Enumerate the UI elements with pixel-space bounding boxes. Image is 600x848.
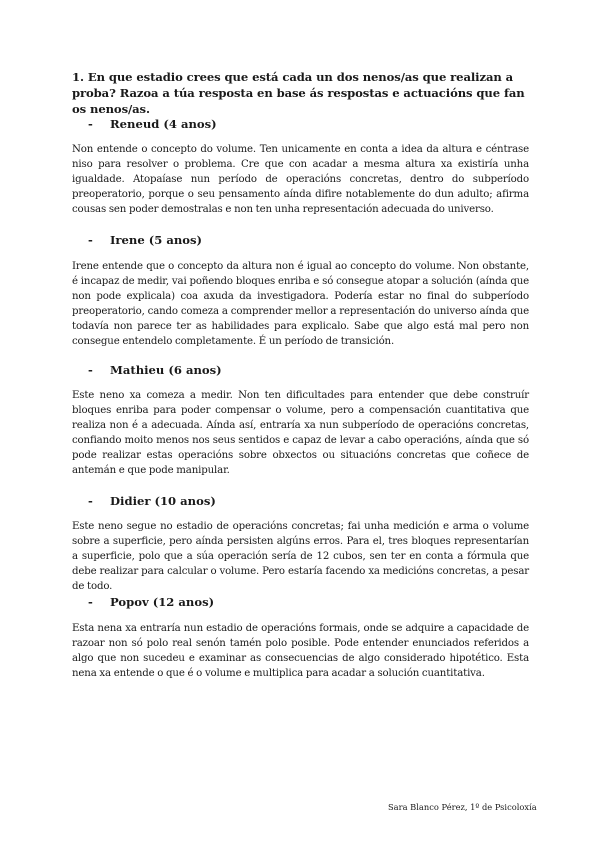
heading-label: Popov (12 anos) xyxy=(110,595,215,609)
bullet-dash: - xyxy=(88,117,93,131)
bullet-dash: - xyxy=(88,595,93,609)
heading-label: Mathieu (6 anos) xyxy=(110,363,222,377)
section-text-irene: Irene entende que o concepto da altura non é igual ao concepto do volume. Non obstante, é incapaz de medir, vai poñendo bloques enriba e só consegue atopar a solución (aínda que non pode explicala) coa axuda da investigadora. Podería estar no final do subperíodo preoperatorio, cando comeza a comprender mellor a representación do universo aínda que todavía non parece ter as habilidades para explicalo. Sabe que algo está mal pero non consegue entendelo completamente. É un período de transición. xyxy=(72,261,529,348)
section-heading-reneud xyxy=(88,116,217,132)
bullet-dash: - xyxy=(88,494,93,508)
section-text-reneud: Non entende o concepto do volume. Ten unicamente en conta a idea da altura e céntrase niso para resolver o problema. Cre que con acadar a mesma altura xa existiría unha igualdade. Atopaíase nun período de operacións concretas, dentro do subperíodo preoperatorio, porque o seu pensamento aínda difire notablemente do dun adulto; afirma cousas sen poder demostralas e non ten unha representación adecuada do universo. xyxy=(72,144,529,216)
bullet-dash: - xyxy=(88,233,93,247)
section-text-popov: Esta nena xa entraría nun estadio de operacións formais, onde se adquire a capacidade de razoar non só polo real senón tamén polo posible. Pode entender enunciados referidos a algo que non sucedeu e examinar as consecuencias de algo considerado hipotético. Esta nena xa entende o que é o volume e multiplica para acadar a solución cuantitativa. xyxy=(72,623,529,680)
question-text: 1. En que estadio crees que está cada un dos nenos/as que realizan a proba? Razoa a túa resposta en base ás respostas e actuacións que fan os nenos/as. xyxy=(72,70,525,116)
section-text-mathieu: Este neno xa comeza a medir. Non ten dificultades para entender que debe construír bloques enriba para poder compensar o volume, pero a compensación cuantitativa que realiza non é a adecuada. Aínda así, entraría xa nun subperíodo de operacións concretas, confiando moito menos nos seus sentidos e capaz de levar a cabo operacións, aínda que só pode realizar estas operacións sobre obxectos ou situacións concretas que coñece de antemán e que pode manipular. xyxy=(72,390,529,477)
section-heading-popov xyxy=(88,594,214,610)
page-footer: Sara Blanco Pérez, 1º de Psicoloxía xyxy=(388,802,537,812)
bullet-dash: - xyxy=(88,363,93,377)
heading-label: Reneud (4 anos) xyxy=(110,117,217,131)
section-text-didier: Este neno segue no estadio de operacións concretas; fai unha medición e arma o volume sobre a superficie, pero aínda persisten algúns erros. Para el, tres bloques representarían a superficie, polo que a súa operación sería de 12 cubos, sen ter en conta a fórmula que debe realizar para calcular o volume. Pero estaría facendo xa medicións concretas, a pesar de todo. xyxy=(72,521,529,593)
heading-label: Irene (5 anos) xyxy=(110,233,203,247)
section-heading-didier xyxy=(88,493,216,509)
section-heading-irene xyxy=(88,232,202,248)
section-heading-mathieu xyxy=(88,362,222,378)
heading-label: Didier (10 anos) xyxy=(110,494,216,508)
